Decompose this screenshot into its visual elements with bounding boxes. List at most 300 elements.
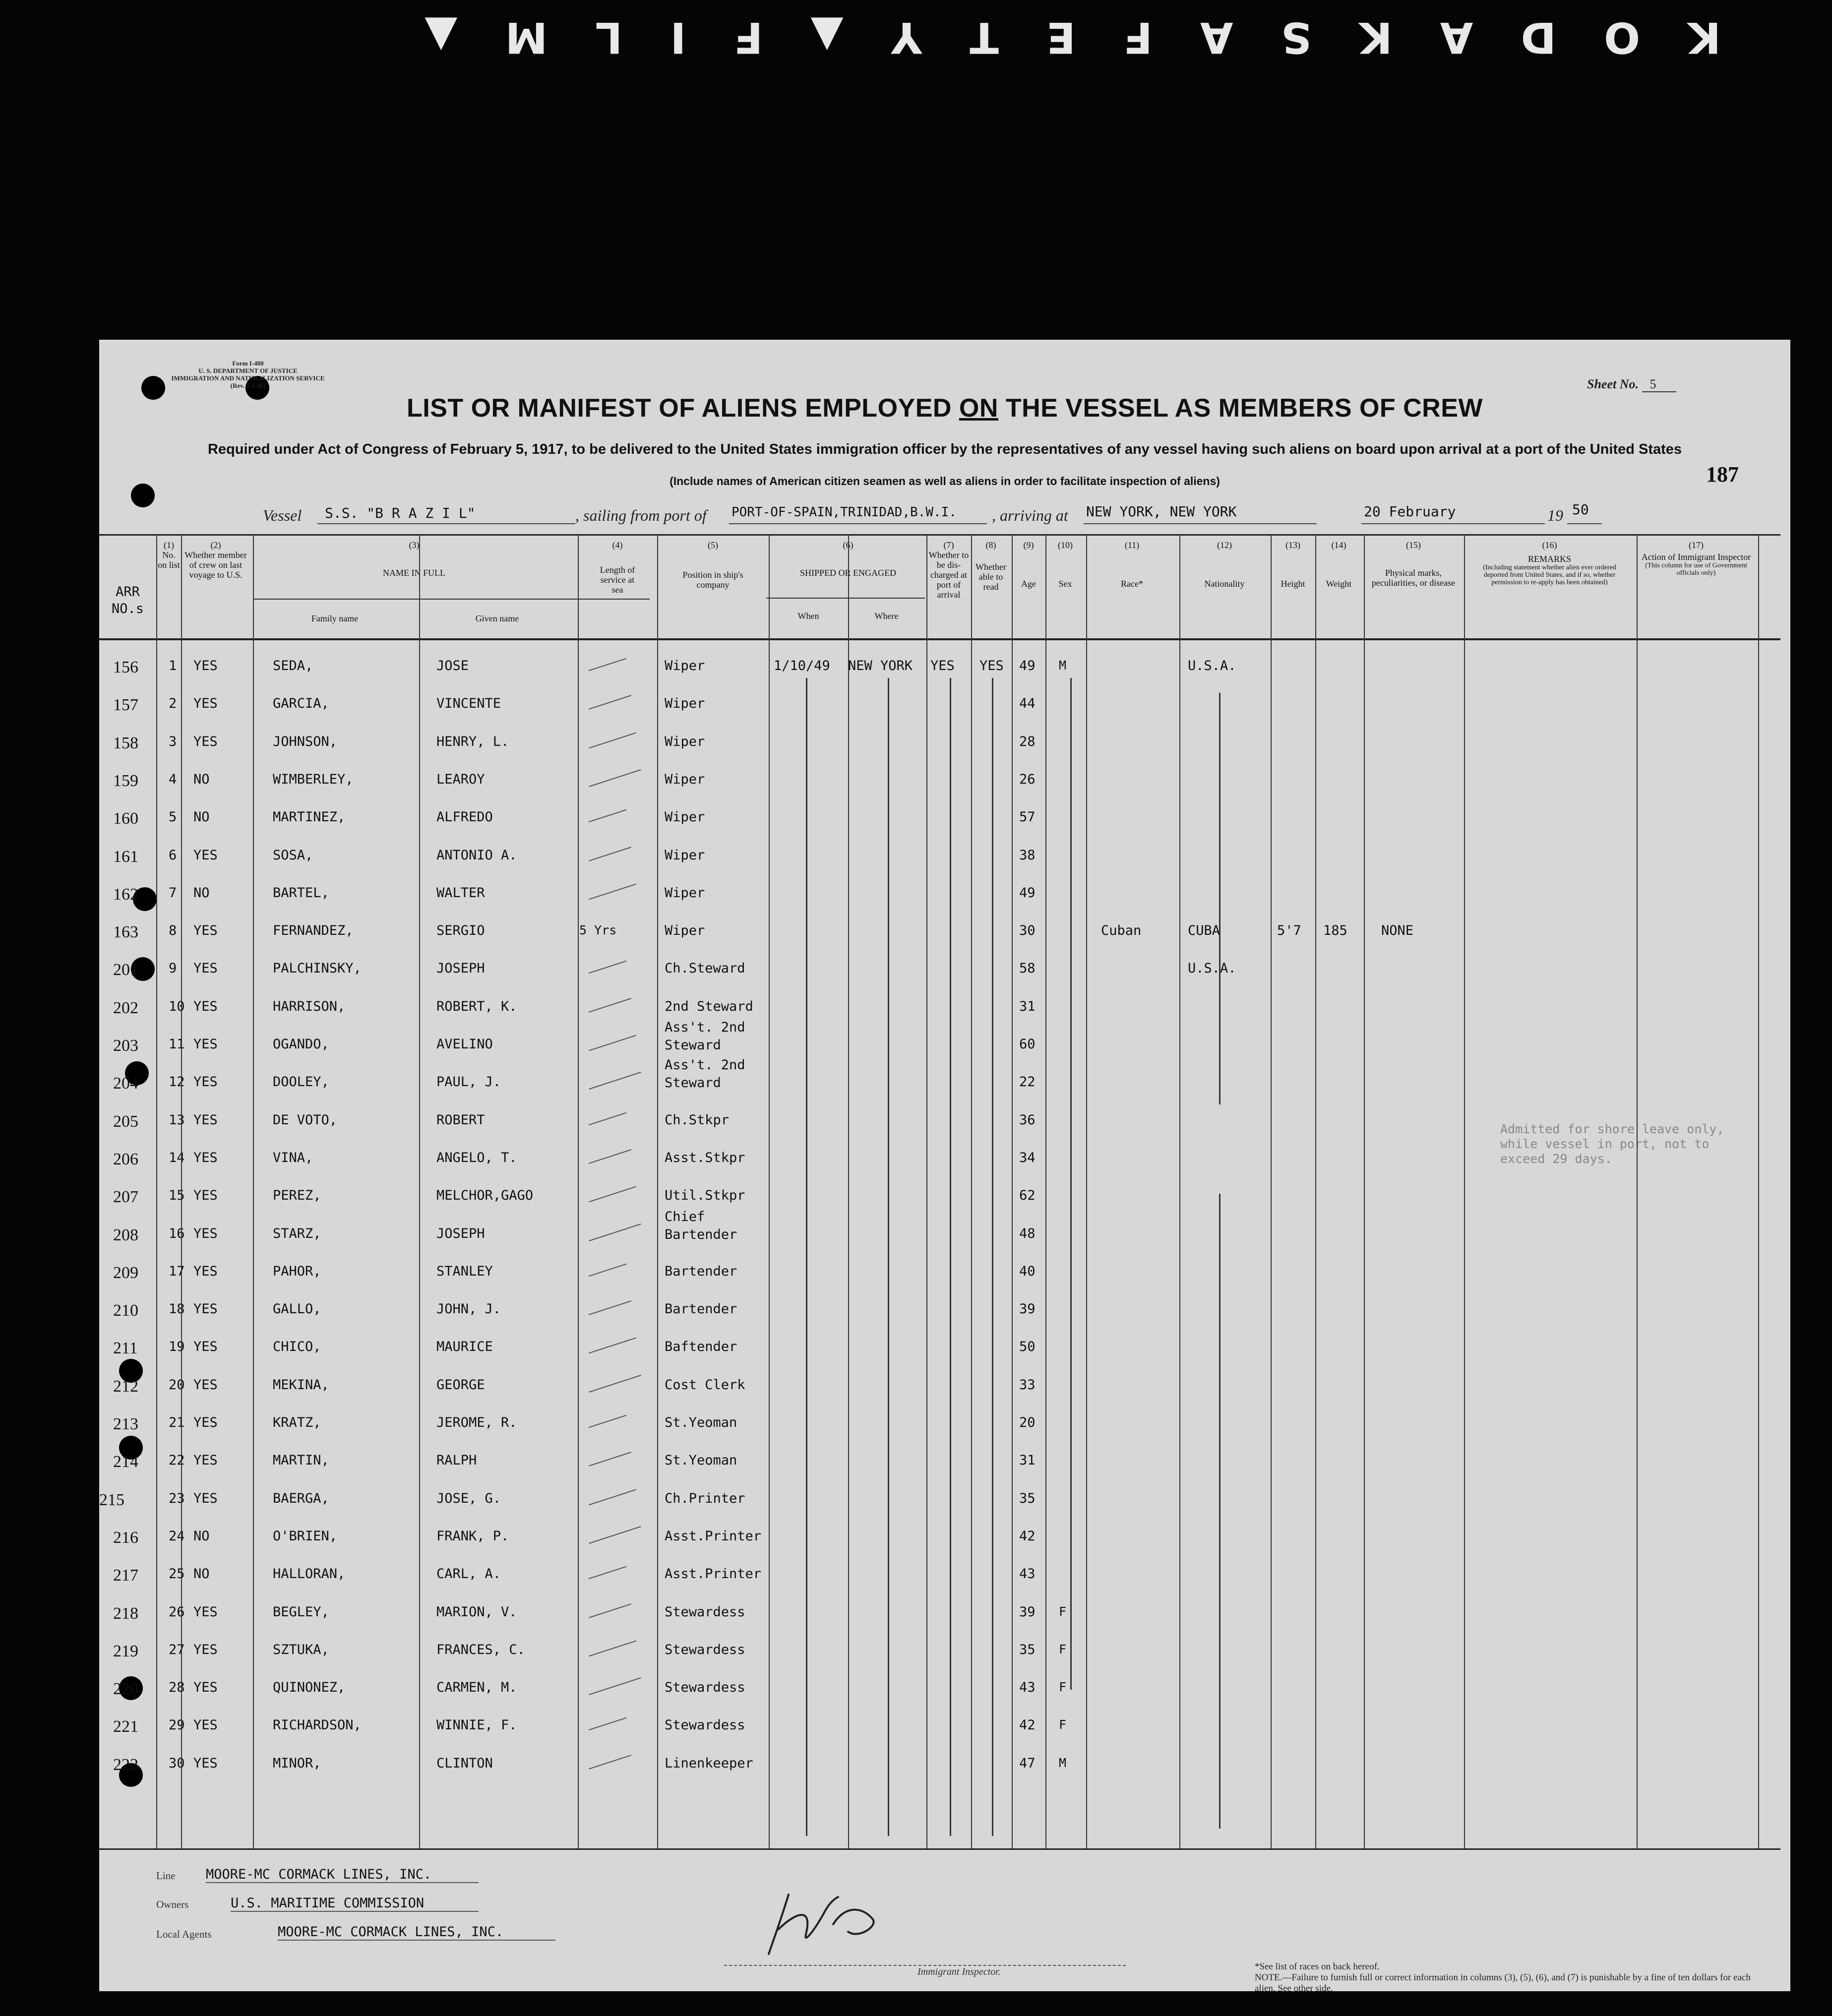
column-note: (This column for use of Government officials only) <box>1645 562 1747 577</box>
film-edge-letter: S <box>1278 12 1312 62</box>
position: Asst.Stkpr <box>665 1150 745 1165</box>
position: Wiper <box>665 885 705 901</box>
last-voyage: YES <box>193 1339 218 1355</box>
column-label: Length of service at sea <box>600 565 635 595</box>
family-name: SZTUKA, <box>273 1642 329 1657</box>
table-row <box>99 772 1790 809</box>
age: 57 <box>1019 809 1036 825</box>
owners-label: Owners <box>156 1898 189 1910</box>
last-voyage: NO <box>193 1528 210 1544</box>
family-name: WIMBERLEY, <box>273 771 354 787</box>
given-name: PAUL, J. <box>436 1074 501 1090</box>
family-name: MARTIN, <box>273 1453 329 1468</box>
family-name: BAERGA, <box>273 1490 329 1506</box>
header-given-name: Given name <box>475 613 519 623</box>
given-name: CARL, A. <box>436 1566 501 1582</box>
form-identifier <box>164 360 332 389</box>
family-name: MEKINA, <box>273 1377 329 1393</box>
given-name: ROBERT, K. <box>436 998 517 1014</box>
last-voyage: YES <box>193 1225 218 1241</box>
position: Ch.Stkpr <box>665 1112 730 1128</box>
ditto-mark-read <box>992 678 993 1836</box>
column-rule <box>1045 534 1046 1848</box>
last-voyage: YES <box>193 1453 218 1468</box>
sex: M <box>1059 1755 1067 1770</box>
form-revision: (Rev. 7-1-45) <box>230 382 266 389</box>
film-edge-letter: ▲ <box>807 12 844 62</box>
given-name: LEAROY <box>436 771 485 787</box>
position: Linenkeeper <box>665 1755 753 1771</box>
table-row <box>99 1020 1790 1074</box>
table-row <box>99 961 1790 998</box>
family-name: STARZ, <box>273 1225 321 1241</box>
last-voyage: YES <box>193 1415 218 1430</box>
position: Wiper <box>665 847 705 863</box>
position: Asst.Printer <box>665 1566 762 1582</box>
column-label: Race* <box>1121 579 1143 589</box>
nationality: U.S.A. <box>1188 961 1236 977</box>
family-name: PALCHINSKY, <box>273 961 362 977</box>
age: 35 <box>1019 1642 1036 1657</box>
family-name: OGANDO, <box>273 1037 329 1052</box>
check-mark <box>589 1640 636 1656</box>
nationality: CUBA <box>1188 923 1221 939</box>
column-rule <box>1012 534 1013 1848</box>
table-row <box>99 1491 1790 1528</box>
list-number: 19 <box>169 1339 185 1355</box>
sex: F <box>1059 1680 1067 1695</box>
age: 33 <box>1019 1377 1036 1393</box>
check-mark <box>589 732 636 748</box>
given-name: RALPH <box>436 1453 477 1468</box>
table-row <box>99 1642 1790 1680</box>
position: Bartender <box>665 1263 737 1279</box>
age: 39 <box>1019 1301 1036 1317</box>
table-row <box>99 1339 1790 1377</box>
last-voyage: NO <box>193 809 210 825</box>
film-edge-letter: M <box>502 12 548 62</box>
arrival-number: 207 <box>113 1188 138 1207</box>
position: Wiper <box>665 809 705 825</box>
age: 49 <box>1019 885 1036 901</box>
header-last-voyage <box>181 540 250 580</box>
film-edge-letter: D <box>1518 12 1556 62</box>
line-field <box>156 1867 432 1882</box>
column-number: (3) <box>409 540 420 550</box>
header-name-in-full <box>253 540 575 578</box>
penalty-note: NOTE.—Failure to furnish full or correct information in columns (3), (5), (6), and (7) is punishable by a fine of ten dollars for each alien. See other side. <box>1255 1972 1751 1994</box>
table-row <box>99 1604 1790 1642</box>
film-edge-letter: ▲ <box>422 12 458 62</box>
arrival-number: 222 <box>113 1755 138 1774</box>
given-name: WALTER <box>436 885 485 901</box>
check-mark <box>589 809 627 823</box>
position: Chief Bartender <box>665 1209 737 1242</box>
last-voyage: YES <box>193 1263 218 1279</box>
column-number: (15) <box>1406 540 1421 550</box>
owners-value: U.S. MARITIME COMMISSION <box>231 1895 479 1912</box>
film-edge-letter: K <box>1356 12 1393 62</box>
ditto-mark-sex <box>1070 678 1072 1690</box>
age: 43 <box>1019 1566 1036 1582</box>
last-voyage: YES <box>193 1037 218 1052</box>
column-number: (7) <box>943 540 954 550</box>
given-name: MAURICE <box>436 1339 493 1355</box>
check-mark <box>589 1677 641 1695</box>
list-number: 6 <box>169 847 177 863</box>
column-number: (14) <box>1331 540 1346 550</box>
page-instruction: (Include names of American citizen seamen as well as aliens in order to facilitate inspection of aliens) <box>670 475 1220 488</box>
line-label: Line <box>156 1870 176 1882</box>
position: 2nd Steward <box>665 998 753 1014</box>
local-agents-field <box>156 1924 504 1941</box>
last-voyage: YES <box>193 696 218 712</box>
film-edge-letter: E <box>1043 12 1076 62</box>
sailing-label: , sailing from port of <box>575 506 707 524</box>
position: Cost Clerk <box>665 1377 745 1393</box>
age: 44 <box>1019 696 1036 712</box>
position: Wiper <box>665 658 705 673</box>
list-number: 3 <box>169 733 177 749</box>
check-mark <box>589 1566 627 1580</box>
column-label: Height <box>1281 579 1305 589</box>
check-mark <box>589 1489 636 1505</box>
column-label: Whether to be dis-charged at port of arrival <box>928 550 969 600</box>
stamp-line: while vessel in port, not to <box>1500 1137 1710 1151</box>
vessel-label: Vessel <box>263 506 302 524</box>
column-note: (Including statement whether alien ever ordered deported from United States, and if so, whether permission to re-apply has been obtained) <box>1483 564 1616 586</box>
crew-manifest-table <box>99 534 1790 1848</box>
family-name: QUINONEZ, <box>273 1680 346 1696</box>
header-discharged <box>926 540 971 600</box>
header-age <box>1012 540 1045 589</box>
column-rule <box>657 534 658 1848</box>
column-rule <box>419 534 420 1848</box>
given-name: WINNIE, F. <box>436 1717 517 1733</box>
arrival-number: 158 <box>113 733 138 752</box>
position: Wiper <box>665 733 705 749</box>
column-rule <box>1758 534 1759 1848</box>
arrival-number: 206 <box>113 1150 138 1168</box>
list-number: 9 <box>169 961 177 977</box>
list-number: 28 <box>169 1680 185 1696</box>
local-agents-label: Local Agents <box>156 1928 212 1940</box>
header-arrival-number: ARR NO.s <box>111 584 144 616</box>
column-number: (12) <box>1217 540 1232 550</box>
length-of-service: 5 Yrs <box>579 923 617 938</box>
column-rule <box>1271 534 1272 1848</box>
age: 49 <box>1019 658 1036 673</box>
film-edge-letter: A <box>1437 12 1473 62</box>
header-nationality <box>1179 540 1270 589</box>
column-number: (13) <box>1285 540 1300 550</box>
family-name: HALLORAN, <box>273 1566 346 1582</box>
family-name: KRATZ, <box>273 1415 321 1430</box>
table-row <box>99 734 1790 772</box>
given-name: ALFREDO <box>436 809 493 825</box>
film-edge-letter: I <box>667 12 686 62</box>
page-title <box>99 393 1790 423</box>
given-name: JEROME, R. <box>436 1415 517 1430</box>
column-number: (4) <box>612 540 623 550</box>
last-voyage: YES <box>193 1150 218 1165</box>
able-to-read: YES <box>979 658 1004 673</box>
last-voyage: YES <box>193 923 218 939</box>
line-value: MOORE-MC CORMACK LINES, INC. <box>206 1867 479 1883</box>
column-rule <box>253 534 254 1848</box>
given-name: CARMEN, M. <box>436 1680 517 1696</box>
race: Cuban <box>1101 923 1142 939</box>
position: St.Yeoman <box>665 1453 737 1468</box>
arrival-number: 204 <box>113 1074 138 1093</box>
given-name: GEORGE <box>436 1377 485 1393</box>
owners-field <box>156 1895 425 1911</box>
last-voyage: YES <box>193 1755 218 1771</box>
check-mark <box>589 1112 627 1125</box>
family-name: PAHOR, <box>273 1263 321 1279</box>
list-number: 23 <box>169 1490 185 1506</box>
table-row <box>99 1209 1790 1264</box>
arrival-number: 156 <box>113 658 138 676</box>
ditto-mark-when <box>806 678 807 1836</box>
arrival-number: 214 <box>113 1453 138 1471</box>
age: 62 <box>1019 1188 1036 1204</box>
header-sex <box>1045 540 1085 589</box>
list-number: 25 <box>169 1566 185 1582</box>
column-label: Whether member of crew on last voyage to U.S. <box>184 550 247 580</box>
arrival-number: 219 <box>113 1642 138 1660</box>
family-name: MINOR, <box>273 1755 321 1771</box>
arrival-number: 161 <box>113 847 138 866</box>
check-mark <box>589 883 636 900</box>
family-name: JOHNSON, <box>273 733 338 749</box>
form-number: Form I-480 <box>232 360 264 367</box>
check-mark <box>589 1263 627 1277</box>
table-row <box>99 1528 1790 1566</box>
arrival-number: 216 <box>113 1528 138 1547</box>
given-name: JOHN, J. <box>436 1301 501 1317</box>
given-name: JOSE, G. <box>436 1490 501 1506</box>
stamp-line: Admitted for shore leave only, <box>1500 1122 1724 1136</box>
age: 42 <box>1019 1528 1036 1544</box>
column-label: Action of Immigrant Inspector <box>1641 552 1751 562</box>
column-number: (2) <box>210 540 221 550</box>
check-mark <box>589 847 631 861</box>
sex: F <box>1059 1604 1067 1619</box>
check-mark <box>589 1452 631 1466</box>
header-no-on-list <box>158 540 180 570</box>
list-number: 22 <box>169 1453 185 1468</box>
age: 42 <box>1019 1717 1036 1733</box>
last-voyage: NO <box>193 771 210 787</box>
list-number: 4 <box>169 771 177 787</box>
header-inspector-action <box>1637 540 1756 577</box>
table-row <box>99 809 1790 847</box>
column-label: REMARKS <box>1527 554 1572 564</box>
header-length-of-service <box>578 540 657 595</box>
table-row <box>99 1680 1790 1717</box>
last-voyage: YES <box>193 998 218 1014</box>
check-mark <box>589 1149 631 1164</box>
column-rule <box>769 534 770 1848</box>
discharged-at-port: YES <box>930 658 955 673</box>
stamp-line: exceed 29 days. <box>1500 1152 1612 1166</box>
sex: F <box>1059 1717 1067 1732</box>
family-name: BARTEL, <box>273 885 329 901</box>
check-mark <box>589 658 627 672</box>
last-voyage: YES <box>193 1717 218 1733</box>
check-mark <box>589 1300 631 1315</box>
column-rule <box>1364 534 1365 1848</box>
check-mark <box>589 1223 641 1241</box>
age: 47 <box>1019 1755 1036 1771</box>
given-name: CLINTON <box>436 1755 493 1771</box>
age: 35 <box>1019 1490 1036 1506</box>
list-number: 20 <box>169 1377 185 1393</box>
column-label: SHIPPED OR ENGAGED <box>799 568 896 578</box>
header-when: When <box>797 611 819 621</box>
arrival-number: 210 <box>113 1301 138 1320</box>
film-edge-marking <box>422 10 1721 64</box>
family-name: O'BRIEN, <box>273 1528 338 1544</box>
list-number: 16 <box>169 1225 185 1241</box>
list-number: 26 <box>169 1604 185 1620</box>
table-row <box>99 1301 1790 1339</box>
given-name: SERGIO <box>436 923 485 939</box>
film-edge-letter: O <box>1601 12 1641 62</box>
arrival-number: 163 <box>113 923 138 942</box>
sex: M <box>1059 658 1067 672</box>
column-number: (5) <box>708 540 718 550</box>
column-rule <box>578 534 579 1848</box>
header-weight <box>1315 540 1362 589</box>
table-row <box>99 923 1790 961</box>
age: 31 <box>1019 1453 1036 1468</box>
table-row <box>99 1264 1790 1301</box>
ditto-mark-where <box>888 678 889 1836</box>
arrival-date: 20 February <box>1364 503 1456 520</box>
column-rule <box>1315 534 1316 1848</box>
arrival-number: 157 <box>113 696 138 715</box>
legal-note <box>1255 1961 1751 1994</box>
local-agents-value: MOORE-MC CORMACK LINES, INC. <box>278 1924 555 1941</box>
given-name: AVELINO <box>436 1037 493 1052</box>
check-mark <box>589 1338 636 1354</box>
header-height <box>1271 540 1315 589</box>
column-rule <box>1637 534 1638 1848</box>
age: 31 <box>1019 998 1036 1014</box>
age: 22 <box>1019 1074 1036 1090</box>
list-number: 15 <box>169 1188 185 1204</box>
column-number: (16) <box>1542 540 1557 550</box>
check-mark <box>589 1035 636 1051</box>
vessel-name: S.S. "B R A Z I L" <box>325 505 476 521</box>
table-row <box>99 885 1790 923</box>
family-name: SOSA, <box>273 847 313 863</box>
family-name: VINA, <box>273 1150 313 1165</box>
last-voyage: YES <box>193 1112 218 1128</box>
last-voyage: YES <box>193 1301 218 1317</box>
given-name: HENRY, L. <box>436 733 509 749</box>
sheet-number-label: Sheet No. <box>1587 377 1639 391</box>
check-mark <box>589 1603 631 1618</box>
list-number: 14 <box>169 1150 185 1165</box>
title-text: THE VESSEL AS MEMBERS OF CREW <box>998 394 1483 423</box>
last-voyage: YES <box>193 1074 218 1090</box>
list-number: 1 <box>169 658 177 673</box>
last-voyage: YES <box>193 1604 218 1620</box>
age: 20 <box>1019 1415 1036 1430</box>
last-voyage: YES <box>193 733 218 749</box>
arrival-number: 220 <box>113 1680 138 1699</box>
film-edge-letter: F <box>1120 12 1153 62</box>
arrival-number: 218 <box>113 1604 138 1623</box>
age: 26 <box>1019 771 1036 787</box>
position: Bartender <box>665 1301 737 1317</box>
manifest-sheet <box>99 340 1790 1994</box>
column-rule <box>1464 534 1465 1848</box>
family-name: SEDA, <box>273 658 313 673</box>
list-number: 17 <box>169 1263 185 1279</box>
check-mark <box>589 1415 627 1428</box>
column-number: (8) <box>985 540 996 550</box>
ditto-mark-nationality <box>1219 693 1221 1104</box>
last-voyage: YES <box>193 658 218 673</box>
film-edge-letter: F <box>731 12 763 62</box>
column-number: (6) <box>843 540 854 550</box>
given-name: ROBERT <box>436 1112 485 1128</box>
check-mark <box>589 769 641 787</box>
given-name: ANTONIO A. <box>436 847 517 863</box>
position: Stewardess <box>665 1680 745 1696</box>
check-mark <box>589 1717 627 1731</box>
races-note: *See list of races on back hereof. <box>1255 1961 1380 1972</box>
arrival-number: 201 <box>113 961 138 979</box>
check-mark <box>589 1375 641 1393</box>
remarks-stamp <box>1500 1122 1724 1166</box>
age: 60 <box>1019 1037 1036 1052</box>
position: Stewardess <box>665 1604 745 1620</box>
column-number: (9) <box>1023 540 1034 550</box>
table-row <box>99 999 1790 1037</box>
given-name: STANLEY <box>436 1263 493 1279</box>
column-number: (17) <box>1689 540 1704 550</box>
table-row <box>99 1756 1790 1793</box>
column-label: NAME IN FULL <box>383 568 445 578</box>
table-row <box>99 1188 1790 1225</box>
column-label: No. on list <box>158 550 180 570</box>
family-name: CHICO, <box>273 1339 321 1355</box>
list-number: 10 <box>169 998 185 1014</box>
header-family-name: Family name <box>311 613 359 623</box>
voyage-line <box>99 503 1790 528</box>
last-voyage: YES <box>193 961 218 977</box>
position: Ch.Printer <box>665 1490 745 1506</box>
arriving-label: , arriving at <box>992 506 1068 524</box>
age: 39 <box>1019 1604 1036 1620</box>
table-row <box>99 1057 1790 1112</box>
list-number: 30 <box>169 1755 185 1771</box>
arrival-number: 215 <box>99 1490 124 1509</box>
family-name: BEGLEY, <box>273 1604 329 1620</box>
table-row <box>99 1566 1790 1604</box>
age: 36 <box>1019 1112 1036 1128</box>
age: 43 <box>1019 1680 1036 1696</box>
age: 34 <box>1019 1150 1036 1165</box>
column-label: Position in ship's company <box>682 570 743 590</box>
last-voyage: YES <box>193 1642 218 1657</box>
family-name: RICHARDSON, <box>273 1717 362 1733</box>
